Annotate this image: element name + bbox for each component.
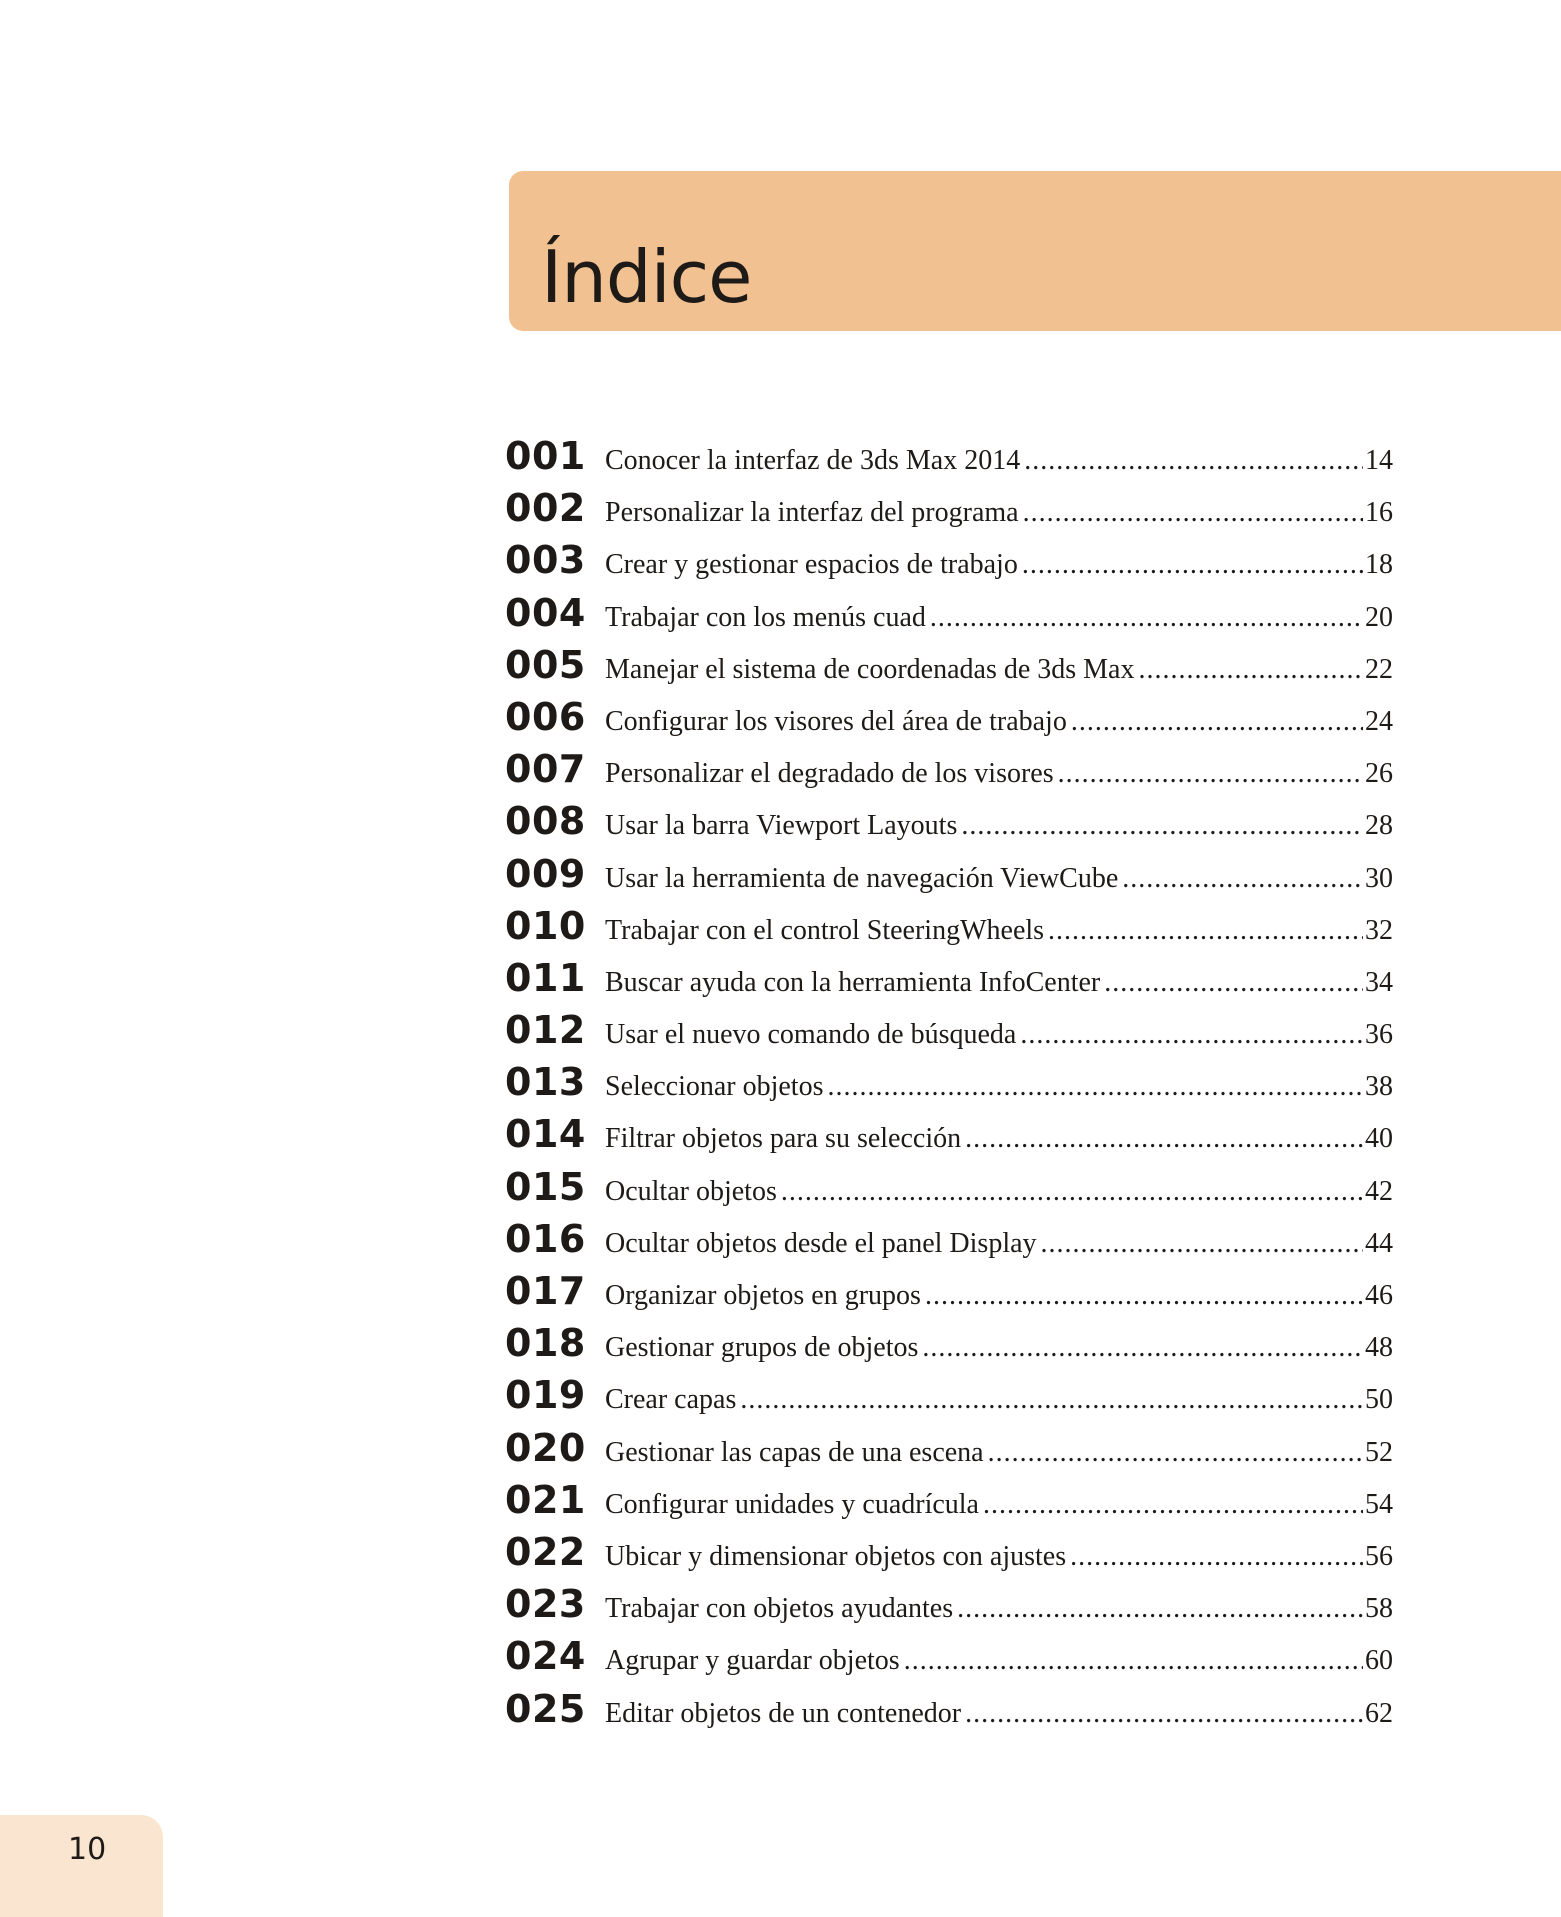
toc-entry[interactable]: [505, 1683, 1393, 1735]
toc-entry-title: Agrupar y guardar objetos: [605, 1645, 900, 1677]
toc-dot-leader: [957, 1583, 1363, 1635]
toc-entry-number: 012: [505, 1008, 586, 1053]
toc-entry-title: Trabajar con los menús cuad: [605, 601, 926, 633]
toc-dot-leader: [983, 1479, 1363, 1531]
toc-entry[interactable]: [505, 691, 1393, 743]
table-of-contents: [505, 430, 1393, 1735]
title-banner: [509, 171, 1561, 331]
toc-entry-title: Gestionar grupos de objetos: [605, 1332, 919, 1364]
toc-entry-page: 60: [1365, 1645, 1393, 1677]
toc-entry-page: 36: [1365, 1019, 1393, 1051]
toc-entry-number: 005: [505, 642, 586, 687]
toc-entry-number: 018: [505, 1321, 586, 1366]
toc-entry-page: 50: [1365, 1384, 1393, 1416]
toc-entry-number: 025: [505, 1686, 586, 1731]
toc-dot-leader: [1122, 853, 1363, 905]
toc-entry-title: Ocultar objetos: [605, 1175, 777, 1207]
toc-entry-number: 015: [505, 1164, 586, 1209]
toc-dot-leader: [740, 1374, 1363, 1426]
toc-entry-page: 58: [1365, 1593, 1393, 1625]
toc-entry-page: 44: [1365, 1227, 1393, 1259]
toc-entry-page: 34: [1365, 966, 1393, 998]
toc-dot-leader: [930, 592, 1363, 644]
toc-dot-leader: [1071, 696, 1363, 748]
toc-entry-title: Configurar los visores del área de trabajo: [605, 705, 1067, 737]
toc-entry-number: 002: [505, 486, 586, 531]
toc-entry-title: Ocultar objetos desde el panel Display: [605, 1227, 1037, 1259]
toc-entry-page: 40: [1365, 1123, 1393, 1155]
toc-dot-leader: [965, 1688, 1363, 1740]
toc-entry[interactable]: [505, 1369, 1393, 1421]
toc-entry-title: Conocer la interfaz de 3ds Max 2014: [605, 445, 1021, 476]
toc-entry[interactable]: [505, 848, 1393, 900]
toc-entry-number: 023: [505, 1582, 586, 1627]
toc-entry[interactable]: [505, 587, 1393, 639]
toc-entry-title: Organizar objetos en grupos: [605, 1280, 921, 1311]
toc-entry-number: 010: [505, 903, 586, 948]
toc-entry-title: Personalizar la interfaz del programa: [605, 497, 1019, 529]
toc-entry-page: 30: [1365, 862, 1393, 894]
toc-entry[interactable]: [505, 1108, 1393, 1160]
toc-entry[interactable]: [505, 1630, 1393, 1682]
toc-dot-leader: [922, 1322, 1363, 1374]
toc-entry[interactable]: [505, 1161, 1393, 1213]
toc-dot-leader: [965, 1113, 1363, 1165]
toc-dot-leader: [1070, 1531, 1363, 1583]
toc-entry-number: 008: [505, 799, 586, 844]
toc-entry-number: 013: [505, 1060, 586, 1105]
toc-entry-number: 006: [505, 694, 586, 739]
toc-entry-number: 024: [505, 1634, 586, 1679]
toc-entry-page: 56: [1365, 1540, 1393, 1572]
toc-entry-page: 18: [1365, 549, 1393, 581]
toc-entry-number: 014: [505, 1112, 586, 1157]
toc-entry-number: 019: [505, 1373, 586, 1418]
toc-entry-number: 022: [505, 1529, 586, 1574]
toc-entry-title: Usar el nuevo comando de búsqueda: [605, 1019, 1017, 1051]
toc-entry-title: Configurar unidades y cuadrícula: [605, 1488, 979, 1520]
toc-entry-title: Usar la herramienta de navegación ViewCube: [605, 862, 1119, 894]
toc-dot-leader: [1023, 487, 1363, 539]
toc-entry-page: 54: [1365, 1488, 1393, 1520]
toc-entry[interactable]: [505, 743, 1393, 795]
toc-entry-number: 020: [505, 1425, 586, 1470]
toc-entry[interactable]: [505, 1265, 1393, 1317]
toc-dot-leader: [925, 1270, 1363, 1322]
toc-entry[interactable]: [505, 534, 1393, 586]
toc-dot-leader: [1024, 435, 1363, 487]
toc-dot-leader: [1022, 539, 1363, 591]
toc-dot-leader: [961, 800, 1363, 852]
toc-entry[interactable]: [505, 1317, 1393, 1369]
toc-entry-page: 26: [1365, 758, 1393, 790]
toc-dot-leader: [827, 1061, 1363, 1113]
toc-entry-title: Manejar el sistema de coordenadas de 3ds Max: [605, 653, 1135, 685]
toc-entry-title: Seleccionar objetos: [605, 1071, 824, 1103]
toc-entry[interactable]: [505, 1578, 1393, 1630]
toc-dot-leader: [1058, 748, 1363, 800]
toc-entry[interactable]: [505, 1422, 1393, 1474]
toc-entry-page: 38: [1365, 1071, 1393, 1103]
toc-dot-leader: [1041, 1218, 1363, 1270]
toc-dot-leader: [988, 1427, 1363, 1479]
toc-entry-title: Trabajar con el control SteeringWheels: [605, 914, 1045, 946]
toc-entry-page: 20: [1365, 601, 1393, 633]
toc-entry-title: Personalizar el degradado de los visores: [605, 758, 1054, 790]
toc-entry-page: 42: [1365, 1175, 1393, 1207]
toc-entry-page: 46: [1365, 1280, 1393, 1311]
toc-entry[interactable]: [505, 795, 1393, 847]
toc-dot-leader: [781, 1166, 1363, 1218]
toc-entry-page: 24: [1365, 705, 1393, 737]
toc-entry-page: 52: [1365, 1436, 1393, 1468]
toc-entry[interactable]: [505, 900, 1393, 952]
page-title: Índice: [541, 235, 752, 319]
toc-entry-number: 004: [505, 590, 586, 635]
toc-entry-page: 28: [1365, 810, 1393, 842]
toc-entry-number: 016: [505, 1216, 586, 1261]
page-number: 10: [68, 1832, 107, 1867]
toc-entry-page: 32: [1365, 914, 1393, 946]
toc-entry-page: 16: [1365, 497, 1393, 529]
toc-entry-page: 62: [1365, 1697, 1393, 1729]
toc-entry-title: Filtrar objetos para su selección: [605, 1123, 962, 1155]
toc-entry[interactable]: [505, 639, 1393, 691]
toc-entry-page: 14: [1365, 445, 1393, 476]
toc-entry-number: 007: [505, 747, 586, 792]
toc-entry-number: 011: [505, 955, 586, 1000]
toc-dot-leader: [1020, 1009, 1363, 1061]
toc-entry[interactable]: [505, 1213, 1393, 1265]
toc-entry[interactable]: [505, 1056, 1393, 1108]
toc-entry-title: Usar la barra Viewport Layouts: [605, 810, 958, 842]
toc-entry[interactable]: [505, 482, 1393, 534]
toc-entry-number: 021: [505, 1477, 586, 1522]
toc-dot-leader: [1048, 905, 1363, 957]
toc-entry-title: Crear y gestionar espacios de trabajo: [605, 549, 1018, 581]
toc-entry-number: 001: [505, 434, 586, 478]
toc-entry-title: Gestionar las capas de una escena: [605, 1436, 984, 1468]
page-number-tab: [0, 1815, 163, 1917]
toc-entry[interactable]: [505, 1526, 1393, 1578]
toc-dot-leader: [1104, 957, 1363, 1009]
toc-entry[interactable]: [505, 1004, 1393, 1056]
toc-entry-title: Editar objetos de un contenedor: [605, 1697, 962, 1729]
toc-entry-title: Buscar ayuda con la herramienta InfoCenter: [605, 966, 1101, 998]
toc-entry-number: 003: [505, 538, 586, 583]
toc-entry-title: Ubicar y dimensionar objetos con ajustes: [605, 1540, 1067, 1572]
toc-entry-page: 22: [1365, 653, 1393, 685]
toc-entry-number: 009: [505, 851, 586, 896]
toc-entry-title: Trabajar con objetos ayudantes: [605, 1593, 954, 1625]
toc-entry-title: Crear capas: [605, 1384, 737, 1416]
toc-entry-page: 48: [1365, 1332, 1393, 1364]
toc-entry[interactable]: [505, 952, 1393, 1004]
toc-entry[interactable]: [505, 430, 1393, 482]
toc-entry[interactable]: [505, 1474, 1393, 1526]
toc-dot-leader: [904, 1635, 1363, 1687]
toc-entry-number: 017: [505, 1269, 586, 1313]
toc-dot-leader: [1138, 644, 1363, 696]
